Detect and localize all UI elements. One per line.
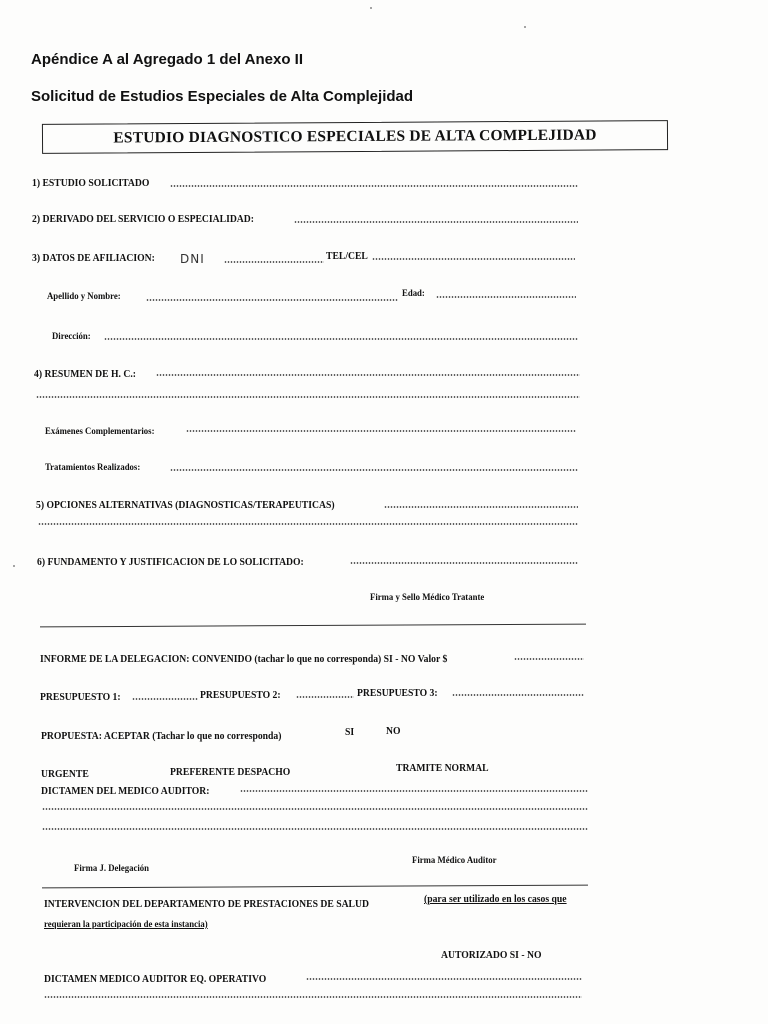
form-title: ESTUDIO DIAGNOSTICO ESPECIALES DE ALTA COMPLEJIDAD <box>113 126 597 147</box>
line-presupuesto-2[interactable] <box>296 696 354 698</box>
option-preferente[interactable]: PREFERENTE DESPACHO <box>170 767 291 778</box>
line-edad[interactable] <box>436 296 576 298</box>
label-fundamento: 6) FUNDAMENTO Y JUSTIFICACION DE LO SOLICITADO: <box>37 557 304 568</box>
line-resumen-1[interactable] <box>156 374 580 376</box>
label-derivado: 2) DERIVADO DEL SERVICIO O ESPECIALIDAD: <box>32 214 254 225</box>
label-opciones: 5) OPCIONES ALTERNATIVAS (DIAGNOSTICAS/TERAPEUTICAS) <box>36 500 335 511</box>
scan-speck <box>524 26 526 28</box>
form-title-box <box>42 120 668 154</box>
label-intervencion-note-b: requieran la participación de esta instancia) <box>44 920 208 930</box>
label-direccion: Dirección: <box>52 332 91 342</box>
line-presupuesto-1[interactable] <box>132 698 198 700</box>
line-opciones-2[interactable] <box>38 523 578 525</box>
line-derivado[interactable] <box>294 221 578 223</box>
label-edad: Edad: <box>402 289 425 299</box>
label-propuesta: PROPUESTA: ACEPTAR (Tachar lo que no corresponda) <box>41 731 282 742</box>
handwritten-dni: DNI <box>180 252 205 266</box>
line-afiliacion[interactable] <box>224 261 324 263</box>
label-resumen: 4) RESUMEN DE H. C.: <box>34 369 136 380</box>
line-fundamento[interactable] <box>350 562 578 564</box>
line-dictamen-eq-1[interactable] <box>306 978 582 980</box>
line-direccion[interactable] <box>104 338 578 340</box>
label-dictamen: DICTAMEN DEL MEDICO AUDITOR: <box>41 786 210 797</box>
label-telcel: TEL/CEL <box>326 251 368 262</box>
scan-speck <box>370 7 372 9</box>
label-presupuesto-2: PRESUPUESTO 2: <box>200 690 281 701</box>
line-opciones-1[interactable] <box>384 506 578 508</box>
signature-line-auditor <box>42 885 588 889</box>
label-dictamen-eq: DICTAMEN MEDICO AUDITOR EQ. OPERATIVO <box>44 974 267 985</box>
label-afiliacion: 3) DATOS DE AFILIACION: <box>32 253 155 264</box>
label-autorizado[interactable]: AUTORIZADO SI - NO <box>441 950 542 961</box>
option-urgente[interactable]: URGENTE <box>41 769 89 780</box>
line-valor[interactable] <box>514 658 584 660</box>
line-telcel[interactable] <box>372 258 575 260</box>
appendix-heading: Apéndice A al Agregado 1 del Anexo II <box>31 51 303 68</box>
label-presupuesto-1: PRESUPUESTO 1: <box>40 692 121 703</box>
line-apellido[interactable] <box>146 299 398 301</box>
line-dictamen-eq-2[interactable] <box>44 996 582 998</box>
signature-line-medico <box>40 624 586 628</box>
label-estudio: 1) ESTUDIO SOLICITADO <box>32 178 150 189</box>
label-tratamientos: Tratamientos Realizados: <box>45 463 141 473</box>
line-estudio[interactable] <box>170 185 578 187</box>
scan-speck <box>13 565 15 567</box>
label-apellido: Apellido y Nombre: <box>47 292 121 302</box>
line-dictamen-1[interactable] <box>240 790 588 792</box>
line-examenes[interactable] <box>186 430 576 432</box>
option-no[interactable]: NO <box>386 726 401 737</box>
line-dictamen-3[interactable] <box>42 828 588 830</box>
option-si[interactable]: SI <box>345 727 355 738</box>
line-tratamientos[interactable] <box>170 469 578 471</box>
label-firma-auditor: Firma Médico Auditor <box>412 856 497 866</box>
line-presupuesto-3[interactable] <box>452 694 584 696</box>
form-subtitle: Solicitud de Estudios Especiales de Alta Complejidad <box>31 88 414 105</box>
label-informe: INFORME DE LA DELEGACION: CONVENIDO (tachar lo que no corresponda) SI - NO Valor $ <box>40 654 448 665</box>
line-resumen-2[interactable] <box>36 396 580 398</box>
label-presupuesto-3: PRESUPUESTO 3: <box>357 688 438 699</box>
option-tramite[interactable]: TRAMITE NORMAL <box>396 763 489 774</box>
label-firma-medico: Firma y Sello Médico Tratante <box>370 593 485 603</box>
label-intervencion: INTERVENCION DEL DEPARTAMENTO DE PRESTACIONES DE SALUD <box>44 899 369 910</box>
label-examenes: Exámenes Complementarios: <box>45 427 155 437</box>
label-firma-delegacion: Firma J. Delegación <box>74 864 150 874</box>
line-dictamen-2[interactable] <box>42 808 588 810</box>
label-intervencion-note-a: (para ser utilizado en los casos que <box>424 894 567 905</box>
